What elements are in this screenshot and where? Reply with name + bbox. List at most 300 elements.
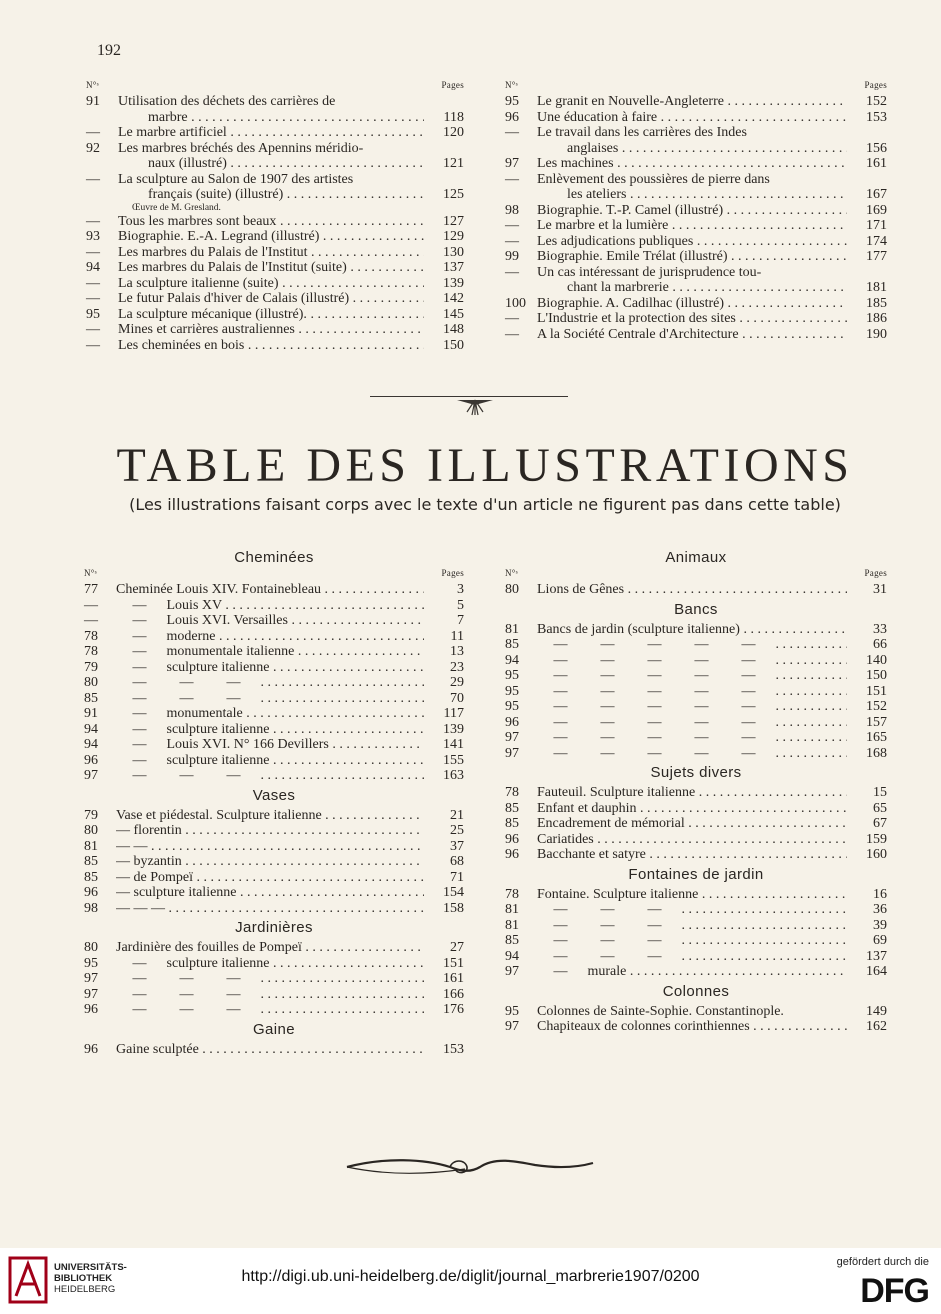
entry-title xyxy=(537,964,847,980)
entry-title: naux (illustré) . . . xyxy=(118,156,424,172)
entry-title: les ateliers . . . xyxy=(537,187,847,203)
entry-title: Le travail dans les carrières des Indes xyxy=(537,125,747,140)
entry-title: Enlèvement des poussières de pierre dans xyxy=(537,171,770,187)
entry-page: 161 xyxy=(866,156,887,171)
entry-number: 96 xyxy=(84,1002,98,1017)
entry-title xyxy=(116,768,424,784)
entry-number xyxy=(86,187,118,203)
entry-page: 162 xyxy=(866,1019,887,1034)
ditto-mark: — xyxy=(694,730,709,745)
entry-page: 33 xyxy=(873,621,887,637)
entry-title xyxy=(116,1002,424,1018)
pages-label: Pages xyxy=(441,80,464,90)
ditto-mark: — xyxy=(226,768,241,783)
table-row xyxy=(84,870,464,886)
table-row xyxy=(505,699,887,715)
table-row xyxy=(505,730,887,746)
entry-number: 94 xyxy=(84,721,98,737)
entry-number: 96 xyxy=(84,752,98,768)
section-heading: Jardinières xyxy=(235,919,313,936)
table-row xyxy=(84,613,464,629)
ditto-mark: — xyxy=(741,637,756,652)
ditto-mark: — xyxy=(694,637,709,652)
entry-number: 94 xyxy=(86,260,100,275)
ditto-mark: — xyxy=(647,683,662,699)
entry-number: 91 xyxy=(84,706,98,721)
ditto-mark: — xyxy=(600,933,615,948)
entry-page: 149 xyxy=(866,1003,887,1019)
ditto-mark: — xyxy=(179,768,194,783)
entry-title: Chapiteaux de colonnes corinthiennes . . . xyxy=(537,1019,847,1035)
ditto-mark: — xyxy=(553,683,568,699)
entry-number: 96 xyxy=(505,109,519,125)
ditto-mark: — xyxy=(132,659,147,675)
table-row xyxy=(84,598,464,614)
entry-page: 165 xyxy=(866,730,887,745)
entry-title: La sculpture italienne (suite) . . . xyxy=(118,276,424,292)
table-row xyxy=(84,691,464,707)
ditto-mark: — xyxy=(741,714,756,730)
table-row xyxy=(505,902,887,918)
entry-number: 97 xyxy=(84,986,98,1002)
table-row xyxy=(84,660,464,676)
entry-number: 97 xyxy=(505,1019,519,1034)
entry-number: 78 xyxy=(84,628,98,644)
entry-number: 92 xyxy=(86,140,100,156)
table-row xyxy=(505,187,887,203)
entry-title: Biographie. Emile Trélat (illustré) . . . xyxy=(537,249,847,265)
entry-page xyxy=(424,141,464,157)
table-row xyxy=(505,684,887,700)
entry-number: — xyxy=(86,322,100,337)
entry-title xyxy=(116,598,424,614)
entry-number: 95 xyxy=(505,683,519,699)
entry-page: 166 xyxy=(443,986,464,1002)
entry-page: 151 xyxy=(443,955,464,971)
entry-number: — xyxy=(505,311,519,326)
table-row xyxy=(84,808,464,824)
table-row xyxy=(505,1004,887,1020)
table-row xyxy=(505,125,887,141)
ditto-mark: — xyxy=(694,668,709,683)
institution-name: UNIVERSITÄTS- BIBLIOTHEK HEIDELBERG xyxy=(54,1262,127,1295)
entry-title xyxy=(116,675,424,691)
entry-number: 93 xyxy=(86,229,100,244)
entry-number: 95 xyxy=(84,955,98,971)
ditto-mark: — xyxy=(600,652,615,668)
entry-title: Une éducation à faire . . . xyxy=(537,110,847,126)
entry-title: Biographie. E.-A. Legrand (illustré) . . . xyxy=(118,229,424,245)
entry-title-rest: murale xyxy=(584,964,627,979)
entry-title xyxy=(116,971,424,987)
entry-page: 36 xyxy=(873,902,887,917)
table-row xyxy=(505,715,887,731)
ornament-icon xyxy=(455,397,495,417)
entry-page: 118 xyxy=(443,109,464,125)
entry-page: 68 xyxy=(450,854,464,869)
section-heading: Colonnes xyxy=(662,982,730,1000)
entry-number: 97 xyxy=(84,768,98,783)
table-row xyxy=(505,218,887,234)
entry-page: 125 xyxy=(443,187,464,202)
entry-page: 145 xyxy=(443,306,464,322)
ditto-mark: — xyxy=(553,637,568,652)
entry-title: chant la marbrerie . . . xyxy=(537,280,847,296)
ornament-bottom-icon xyxy=(345,1155,595,1179)
table-row xyxy=(84,768,464,784)
entry-page: 23 xyxy=(450,659,464,675)
table-row xyxy=(505,1019,887,1035)
entry-number: 79 xyxy=(84,807,98,823)
table-row xyxy=(505,801,887,817)
table-row xyxy=(505,746,887,762)
table-row xyxy=(505,249,887,265)
entry-number: — xyxy=(505,171,519,187)
entry-number: — xyxy=(505,233,519,249)
table-row xyxy=(505,172,887,188)
table-row xyxy=(505,887,887,903)
entry-title xyxy=(116,629,424,645)
table-row xyxy=(84,839,464,855)
entry-page: 169 xyxy=(866,202,887,218)
entry-title: Tous les marbres sont beaux . . . xyxy=(118,214,424,230)
ditto-mark: — xyxy=(694,699,709,714)
entry-number: 81 xyxy=(84,838,98,854)
entry-number: 85 xyxy=(84,869,98,885)
ditto-mark: — xyxy=(226,690,241,706)
ditto-mark: — xyxy=(694,714,709,730)
entry-title: marbre . . . xyxy=(118,110,424,126)
table-row xyxy=(505,311,887,327)
entry-number: — xyxy=(86,171,100,187)
table-row xyxy=(84,901,464,917)
table-row xyxy=(84,1002,464,1018)
entry-page: 153 xyxy=(866,109,887,125)
table-row xyxy=(86,172,464,188)
page-title: TABLE DES ILLUSTRATIONS xyxy=(116,439,854,492)
ditto-mark: — xyxy=(600,917,615,933)
entry-page xyxy=(424,172,464,188)
pages-label: Pages xyxy=(864,568,887,578)
entry-title xyxy=(116,987,424,1003)
sponsor-text: gefördert durch die xyxy=(836,1256,929,1268)
entry-title xyxy=(116,753,424,769)
entry-page: 65 xyxy=(873,800,887,816)
entry-title: Le granit en Nouvelle-Angleterre . . . xyxy=(537,94,847,110)
entry-title: — sculpture italienne . . . xyxy=(116,885,424,901)
entry-page: 21 xyxy=(450,807,464,823)
entry-title: Biographie. A. Cadilhac (illustré) . . . xyxy=(537,296,847,312)
entry-page: 140 xyxy=(866,652,887,668)
entry-number: 98 xyxy=(505,202,519,218)
ditto-mark: — xyxy=(132,986,147,1002)
column-header xyxy=(505,568,887,582)
ditto-mark: — xyxy=(647,948,662,964)
entry-title: Les marbres du Palais de l'Institut (suite) . . . xyxy=(118,260,424,276)
entry-title xyxy=(116,613,424,629)
entry-page: 129 xyxy=(443,229,464,244)
table-row xyxy=(86,260,464,276)
entry-page: 37 xyxy=(450,838,464,854)
entry-number: — xyxy=(86,125,100,140)
entry-number xyxy=(505,280,537,296)
entry-number: 85 xyxy=(505,933,519,948)
entry-title-rest: sculpture italienne xyxy=(163,721,270,737)
entry-title: Les marbres du Palais de l'Institut . . . xyxy=(118,245,424,261)
ditto-mark: — xyxy=(647,714,662,730)
table-row xyxy=(505,110,887,126)
page-subtitle: (Les illustrations faisant corps avec le texte d'un article ne figurent pas dans cette table) xyxy=(129,495,841,514)
ditto-mark: — xyxy=(600,637,615,652)
entry-page: 171 xyxy=(866,218,887,233)
ditto-mark: — xyxy=(179,675,194,690)
ditto-mark: — xyxy=(553,964,568,979)
entry-number: 99 xyxy=(505,249,519,264)
entry-page xyxy=(424,94,464,110)
ditto-mark: — xyxy=(132,721,147,737)
ditto-mark: — xyxy=(132,737,147,752)
entry-page: 27 xyxy=(450,940,464,955)
entry-title: Enfant et dauphin . . . xyxy=(537,801,847,817)
table-row xyxy=(86,214,464,230)
ditto-mark: — xyxy=(553,902,568,917)
table-row xyxy=(86,125,464,141)
ditto-mark: — xyxy=(132,628,147,644)
entry-number: — xyxy=(86,291,100,306)
entry-page: 156 xyxy=(866,140,887,156)
entry-number: 98 xyxy=(84,900,98,916)
entry-title: Colonnes de Sainte-Sophie. Constantinople. xyxy=(537,1003,784,1019)
entry-title: — — . . . xyxy=(116,839,424,855)
entry-number: 85 xyxy=(505,637,519,652)
entry-page xyxy=(847,172,887,188)
entry-page: 150 xyxy=(866,668,887,683)
table-row xyxy=(505,622,887,638)
entry-page: 157 xyxy=(866,714,887,730)
entry-title: Les cheminées en bois . . . xyxy=(118,338,424,354)
entry-title-rest: sculpture italienne xyxy=(163,659,270,675)
entry-title: Cariatides . . . xyxy=(537,832,847,848)
entry-page: 71 xyxy=(450,869,464,885)
table-row xyxy=(86,322,464,338)
entry-number xyxy=(505,141,537,157)
table-row xyxy=(86,187,464,203)
table-row xyxy=(505,141,887,157)
entry-title xyxy=(537,715,847,731)
ditto-mark: — xyxy=(226,986,241,1002)
entry-title: La sculpture mécanique (illustré). . . . xyxy=(118,307,424,323)
entry-number: 85 xyxy=(505,816,519,831)
entry-page: 25 xyxy=(450,823,464,838)
entry-title xyxy=(537,637,847,653)
table-row xyxy=(505,280,887,296)
entry-page: 137 xyxy=(443,260,464,275)
ditto-mark: — xyxy=(600,714,615,730)
ditto-mark: — xyxy=(647,637,662,652)
table-row xyxy=(86,94,464,110)
table-row xyxy=(505,296,887,312)
entry-title: Les adjudications publiques . . . xyxy=(537,234,847,250)
entry-title xyxy=(537,699,847,715)
entry-title: L'Industrie et la protection des sites . . . xyxy=(537,311,847,327)
entry-page: 163 xyxy=(443,768,464,783)
ditto-mark: — xyxy=(600,730,615,745)
entry-page: 168 xyxy=(866,745,887,761)
ditto-mark: — xyxy=(647,902,662,917)
illustrations-right-column xyxy=(505,548,887,1035)
table-row xyxy=(84,737,464,753)
entry-title xyxy=(537,730,847,746)
entry-page: 29 xyxy=(450,675,464,690)
entry-title xyxy=(537,684,847,700)
table-row xyxy=(86,338,464,354)
entry-title xyxy=(116,706,424,722)
table-row xyxy=(84,971,464,987)
entry-page: 190 xyxy=(866,326,887,342)
entry-number: 96 xyxy=(84,885,98,900)
entry-number: 81 xyxy=(505,917,519,933)
ditto-mark: — xyxy=(132,613,147,628)
entry-number: — xyxy=(505,218,519,233)
table-row xyxy=(84,675,464,691)
entry-title: Bancs de jardin (sculpture italienne) . . . xyxy=(537,622,847,638)
dfg-logo: DFG xyxy=(860,1272,929,1310)
ditto-mark: — xyxy=(600,699,615,714)
ditto-mark: — xyxy=(741,652,756,668)
entry-number: — xyxy=(505,326,519,342)
num-label: N°ˢ xyxy=(84,568,97,578)
entry-number: 95 xyxy=(86,306,100,322)
entry-number: 85 xyxy=(505,800,519,816)
entry-page: 177 xyxy=(866,249,887,264)
ditto-mark: — xyxy=(741,699,756,714)
entry-number: — xyxy=(84,597,98,613)
ditto-mark: — xyxy=(741,730,756,745)
ditto-mark: — xyxy=(132,955,147,971)
ditto-mark: — xyxy=(132,752,147,768)
entry-number: 94 xyxy=(505,948,519,964)
entry-page: 15 xyxy=(873,785,887,800)
table-row xyxy=(505,668,887,684)
entry-number: 95 xyxy=(505,699,519,714)
ditto-mark: — xyxy=(741,745,756,761)
entry-page: 127 xyxy=(443,213,464,229)
entry-title: Vase et piédestal. Sculpture italienne . . . xyxy=(116,808,424,824)
section-heading: Bancs xyxy=(674,600,718,618)
table-row xyxy=(84,706,464,722)
entry-title xyxy=(537,933,847,949)
entry-title xyxy=(116,722,424,738)
table-row xyxy=(86,276,464,292)
entry-number: 81 xyxy=(505,621,519,637)
ditto-mark: — xyxy=(553,714,568,730)
entry-title: Encadrement de mémorial . . . xyxy=(537,816,847,832)
entry-number: 91 xyxy=(86,94,100,109)
ditto-mark: — xyxy=(132,1002,147,1017)
ditto-mark: — xyxy=(132,597,147,613)
table-row xyxy=(505,327,887,343)
entry-title: Le marbre et la lumière . . . xyxy=(537,218,847,234)
table-row xyxy=(505,918,887,934)
ditto-mark: — xyxy=(179,1002,194,1017)
entry-title-rest: monumentale xyxy=(163,706,243,721)
ditto-mark: — xyxy=(132,644,147,659)
entry-title xyxy=(537,902,847,918)
entry-title xyxy=(116,660,424,676)
entry-title: Bacchante et satyre . . . xyxy=(537,847,847,863)
entry-number: 97 xyxy=(505,156,519,171)
entry-page: 151 xyxy=(866,683,887,699)
entry-title xyxy=(537,949,847,965)
entry-title: Biographie. T.-P. Camel (illustré) . . . xyxy=(537,203,847,219)
entry-title-rest: sculpture italienne xyxy=(163,955,270,971)
entry-title: Le futur Palais d'hiver de Calais (illustré) . . . xyxy=(118,291,424,307)
entry-page xyxy=(847,265,887,281)
table-row xyxy=(84,582,464,598)
source-url-link[interactable]: http://digi.ub.uni-heidelberg.de/diglit/journal_marbrerie1907/0200 xyxy=(241,1268,700,1285)
table-row xyxy=(86,291,464,307)
entry-page: 139 xyxy=(443,721,464,737)
entry-page: 148 xyxy=(443,322,464,337)
toc-right-column xyxy=(505,80,887,342)
ditto-mark: — xyxy=(553,745,568,761)
entry-title: — de Pompeï . . . xyxy=(116,870,424,886)
section-heading: Cheminées xyxy=(234,549,314,566)
entry-page: 153 xyxy=(443,1041,464,1057)
ditto-mark: — xyxy=(741,683,756,699)
entry-page xyxy=(424,203,464,214)
table-row xyxy=(84,1042,464,1058)
entry-number: 95 xyxy=(505,94,519,109)
table-row xyxy=(84,940,464,956)
ditto-mark: — xyxy=(647,730,662,745)
table-row xyxy=(505,203,887,219)
entry-page: 137 xyxy=(866,948,887,964)
ditto-mark: — xyxy=(132,675,147,690)
entry-title: Utilisation des déchets des carrières de xyxy=(118,94,336,109)
entry-title-rest: sculpture italienne xyxy=(163,752,270,768)
entry-title-rest: moderne xyxy=(163,628,216,644)
section-heading: Fontaines de jardin xyxy=(628,865,764,883)
entry-page: 176 xyxy=(443,1002,464,1017)
entry-number: 100 xyxy=(505,295,526,311)
entry-title: anglaises . . . xyxy=(537,141,847,157)
entry-number: 94 xyxy=(505,652,519,668)
entry-title: Œuvre de M. Gresland. xyxy=(132,202,221,213)
entry-page: 120 xyxy=(443,125,464,140)
ditto-mark: — xyxy=(647,652,662,668)
ditto-mark: — xyxy=(694,652,709,668)
toc-left-column xyxy=(86,80,464,353)
entry-number: 97 xyxy=(84,971,98,986)
entry-page: 159 xyxy=(866,831,887,847)
entry-number xyxy=(505,187,537,203)
entry-title-rest: Louis XV xyxy=(163,597,222,613)
entry-page: 174 xyxy=(866,233,887,249)
entry-number: 94 xyxy=(84,737,98,752)
entry-title: — florentin . . . xyxy=(116,823,424,839)
ditto-mark: — xyxy=(553,668,568,683)
section-heading: Vases xyxy=(252,786,296,804)
table-row xyxy=(86,141,464,157)
entry-page: 167 xyxy=(866,187,887,202)
entry-number: — xyxy=(505,264,519,280)
entry-page: 70 xyxy=(450,690,464,706)
ditto-mark: — xyxy=(553,699,568,714)
num-label: N°ˢ xyxy=(86,80,99,90)
entry-number: 97 xyxy=(505,730,519,745)
entry-page: 139 xyxy=(443,275,464,291)
